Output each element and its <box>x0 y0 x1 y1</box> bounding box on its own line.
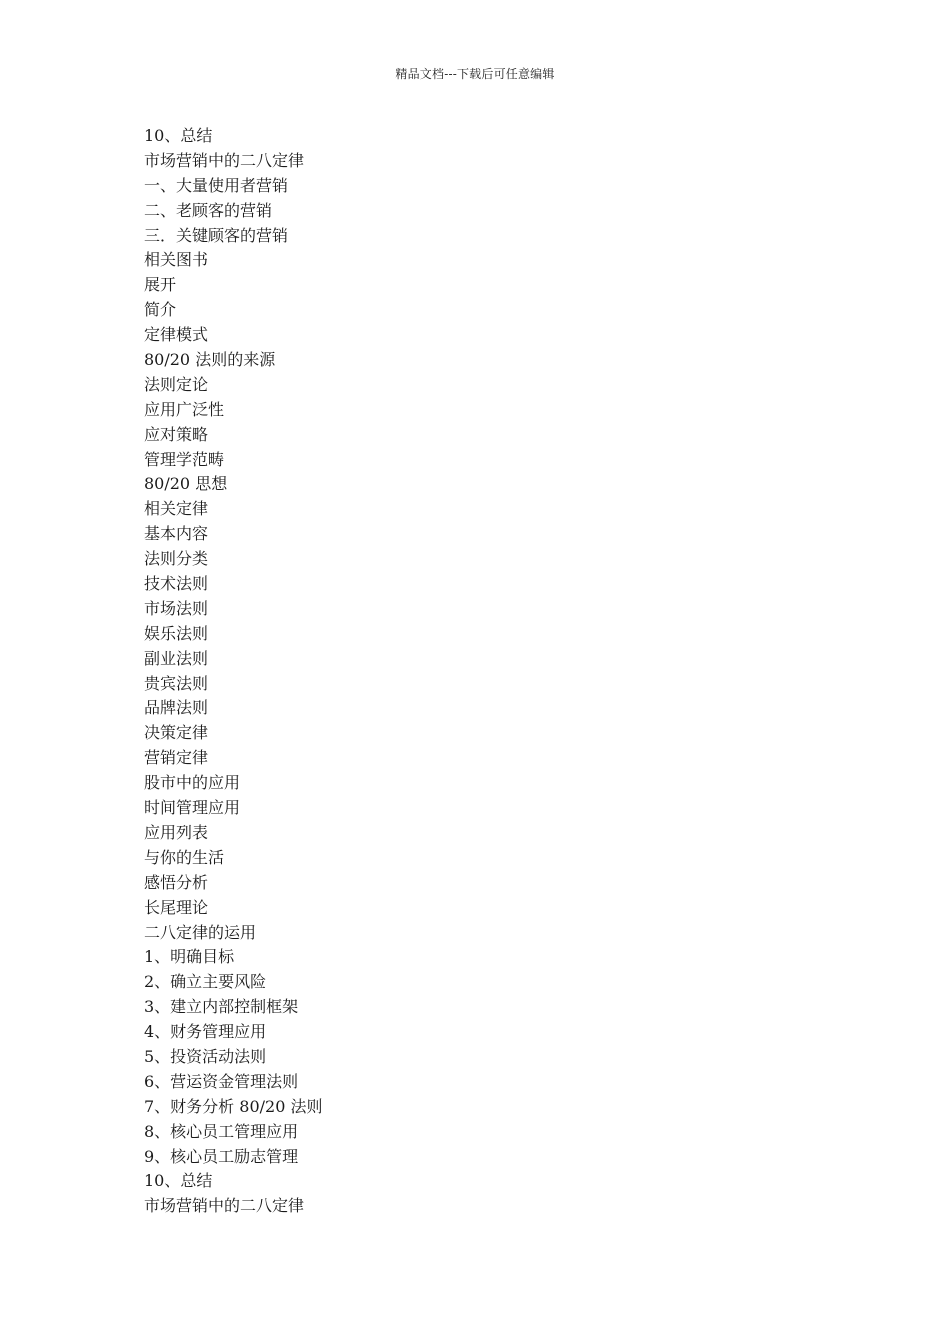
toc-item: 二、老顾客的营销 <box>144 200 273 220</box>
toc-item: 80/20 法则的来源 <box>144 350 276 370</box>
toc-item: 2、确立主要风险 <box>144 972 267 992</box>
toc-item: 相关图书 <box>144 250 209 270</box>
toc-item: 展开 <box>144 275 177 295</box>
toc-item: 管理学范畴 <box>144 449 225 469</box>
toc-item: 7、财务分析 80/20 法则 <box>144 1096 323 1116</box>
toc-item: 与你的生活 <box>144 847 225 867</box>
toc-item: 时间管理应用 <box>144 798 241 818</box>
toc-item: 二八定律的运用 <box>144 922 257 942</box>
toc-item: 应对策略 <box>144 424 209 444</box>
toc-item: 贵宾法则 <box>144 673 209 693</box>
toc-item: 一、大量使用者营销 <box>144 175 289 195</box>
toc-item: 市场营销中的二八定律 <box>144 1196 305 1216</box>
toc-item: 营销定律 <box>144 748 209 768</box>
toc-item: 3、建立内部控制框架 <box>144 997 299 1017</box>
toc-item: 简介 <box>144 300 177 320</box>
toc-list <box>144 124 322 1219</box>
toc-item: 基本内容 <box>144 524 209 544</box>
page-header: 精品文档---下载后可任意编辑 <box>395 67 555 81</box>
toc-item: 长尾理论 <box>144 897 209 917</box>
toc-item: 技术法则 <box>144 574 209 594</box>
toc-item: 股市中的应用 <box>144 773 241 793</box>
toc-item: 三．关键顾客的营销 <box>144 225 289 245</box>
toc-item: 品牌法则 <box>144 698 209 718</box>
toc-item: 相关定律 <box>144 499 209 519</box>
toc-item: 5、投资活动法则 <box>144 1046 267 1066</box>
toc-item: 法则定论 <box>144 374 209 394</box>
toc-item: 决策定律 <box>144 723 209 743</box>
toc-item: 4、财务管理应用 <box>144 1022 267 1042</box>
toc-item: 法则分类 <box>144 549 209 569</box>
toc-item: 市场营销中的二八定律 <box>144 150 305 170</box>
toc-item: 娱乐法则 <box>144 623 209 643</box>
toc-item: 9、核心员工励志管理 <box>144 1146 299 1166</box>
toc-item: 80/20 思想 <box>144 474 228 494</box>
toc-item: 8、核心员工管理应用 <box>144 1121 299 1141</box>
toc-item: 定律模式 <box>144 325 209 345</box>
toc-item: 6、营运资金管理法则 <box>144 1071 299 1091</box>
toc-item: 副业法则 <box>144 648 209 668</box>
toc-item: 应用广泛性 <box>144 399 225 419</box>
toc-item: 应用列表 <box>144 822 209 842</box>
toc-item: 1、明确目标 <box>144 947 235 967</box>
toc-item: 10、总结 <box>144 126 213 145</box>
toc-item: 市场法则 <box>144 598 209 618</box>
toc-item: 感悟分析 <box>144 872 209 892</box>
toc-item: 10、总结 <box>144 1171 213 1191</box>
